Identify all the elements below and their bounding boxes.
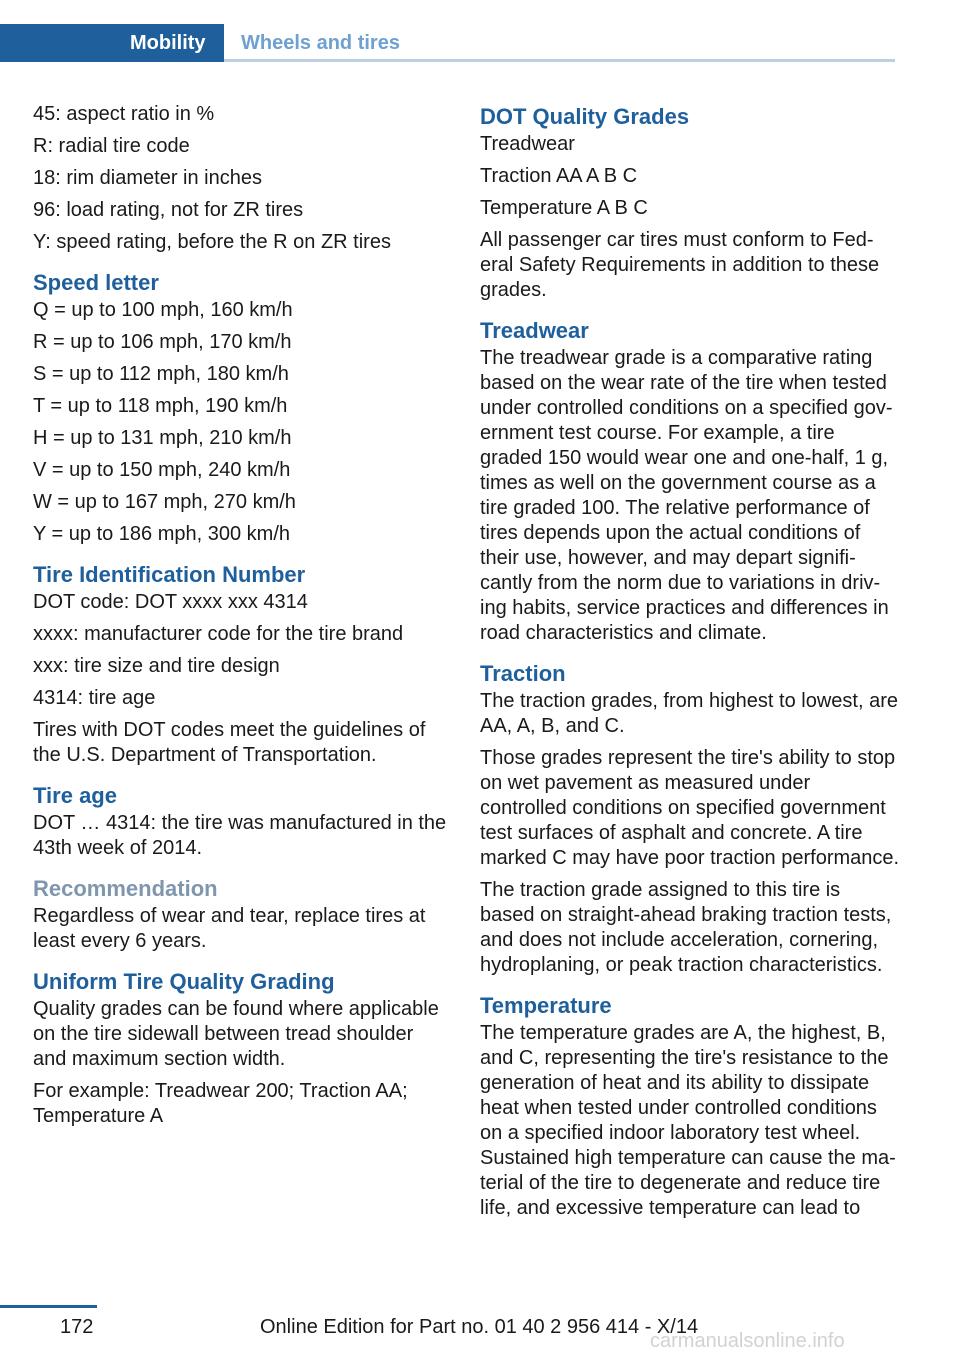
heading-recommendation: Recommendation bbox=[33, 876, 218, 901]
speed-line: Q = up to 100 mph, 160 km/h bbox=[33, 299, 293, 321]
page-header bbox=[0, 24, 895, 62]
dot-line: Temperature A B C bbox=[480, 197, 648, 219]
section-tab-mobility: Mobility bbox=[0, 24, 224, 62]
utqg-paragraph: Quality grades can be found where applicable on the tire sidewall between tread shoulder and maximum section width. bbox=[33, 998, 439, 1070]
tire-age-text: DOT … 4314: the tire was manufactured in the 43th week of 2014. bbox=[33, 812, 447, 859]
speed-line: V = up to 150 mph, 240 km/h bbox=[33, 459, 291, 481]
traction-paragraph: The traction grades, from highest to lowest, are AA, A, B, and C. bbox=[480, 690, 898, 737]
dot-paragraph: All passenger car tires must conform to Fed‐eral Safety Requirements in addition to these grades. bbox=[480, 229, 880, 301]
speed-line: S = up to 112 mph, 180 km/h bbox=[33, 363, 289, 385]
speed-line: W = up to 167 mph, 270 km/h bbox=[33, 491, 296, 513]
intro-line: R: radial tire code bbox=[33, 135, 190, 157]
tin-line: Tires with DOT codes meet the guidelines of the U.S. Department of Transportation. bbox=[33, 719, 426, 766]
heading-dot-quality-grades: DOT Quality Grades bbox=[480, 104, 690, 129]
tin-line: xxx: tire size and tire design bbox=[33, 655, 280, 677]
intro-line: 96: load rating, not for ZR tires bbox=[33, 199, 304, 221]
treadwear-text: The treadwear grade is a comparative rating based on the wear rate of the tire when tested under controlled conditions on a specified gov‐ernment test course. For example, a tire graded 150 would wear one and one-half, 1 g, times as well on the government course as a tire graded 100. The relative performance of tires depends upon the actual conditions of their use, however, and may depart signifi‐cantly from the norm due to variations in driv‐ing habits, service practices and differences in road characteristics and climate. bbox=[480, 347, 893, 644]
tin-line: DOT code: DOT xxxx xxx 4314 bbox=[33, 591, 308, 613]
page-number: 172 bbox=[60, 1316, 94, 1338]
tin-line: 4314: tire age bbox=[33, 687, 156, 709]
heading-speed-letter: Speed letter bbox=[33, 270, 159, 295]
left-column bbox=[33, 102, 451, 1136]
intro-line: 18: rim diameter in inches bbox=[33, 167, 262, 189]
dot-line: Treadwear bbox=[480, 133, 575, 155]
speed-line: H = up to 131 mph, 210 km/h bbox=[33, 427, 292, 449]
tin-line: xxxx: manufacturer code for the tire brand bbox=[33, 623, 404, 645]
heading-tire-age: Tire age bbox=[33, 783, 117, 808]
heading-treadwear: Treadwear bbox=[480, 318, 589, 343]
dot-line: Traction AA A B C bbox=[480, 165, 638, 187]
intro-line: 45: aspect ratio in % bbox=[33, 103, 215, 125]
footer-bar bbox=[0, 1305, 97, 1308]
section-tab-wheels-and-tires: Wheels and tires bbox=[241, 32, 400, 54]
traction-paragraph: Those grades represent the tire's ability to stop on wet pavement as measured under controlled conditions on specified government test surfaces of asphalt and concrete. A tire marked C may have poor traction performance. bbox=[480, 747, 900, 869]
speed-line: T = up to 118 mph, 190 km/h bbox=[33, 395, 288, 417]
recommendation-text: Regardless of wear and tear, replace tires at least every 6 years. bbox=[33, 905, 426, 952]
intro-line: Y: speed rating, before the R on ZR tires bbox=[33, 231, 391, 253]
speed-line: Y = up to 186 mph, 300 km/h bbox=[33, 523, 291, 545]
utqg-example: For example: Treadwear 200; Traction AA; Temperature A bbox=[33, 1080, 408, 1127]
heading-traction: Traction bbox=[480, 661, 566, 686]
header-rule bbox=[224, 59, 895, 62]
temperature-text: The temperature grades are A, the highest, B, and C, representing the tire's resistance to the generation of heat and its ability to dissipate heat when tested under controlled conditions on a specified indoor laboratory test wheel. Sustained high temperature can cause the ma‐terial of the tire to degenerate and reduce tire life, and excessive temperature can lead to bbox=[480, 1022, 896, 1219]
heading-tire-identification-number: Tire Identification Number bbox=[33, 562, 306, 587]
heading-temperature: Temperature bbox=[480, 993, 612, 1018]
speed-line: R = up to 106 mph, 170 km/h bbox=[33, 331, 292, 353]
traction-paragraph: The traction grade assigned to this tire is based on straight-ahead braking traction tests, and does not include acceleration, cornering, hydroplaning, or peak traction characteristics. bbox=[480, 879, 892, 976]
right-column bbox=[480, 102, 900, 1228]
heading-uniform-tire-quality-grading: Uniform Tire Quality Grading bbox=[33, 969, 335, 994]
watermark: carmanualsonline.info bbox=[650, 1330, 845, 1352]
edition-note: Online Edition for Part no. 01 40 2 956 414 - X/14 bbox=[260, 1316, 699, 1338]
